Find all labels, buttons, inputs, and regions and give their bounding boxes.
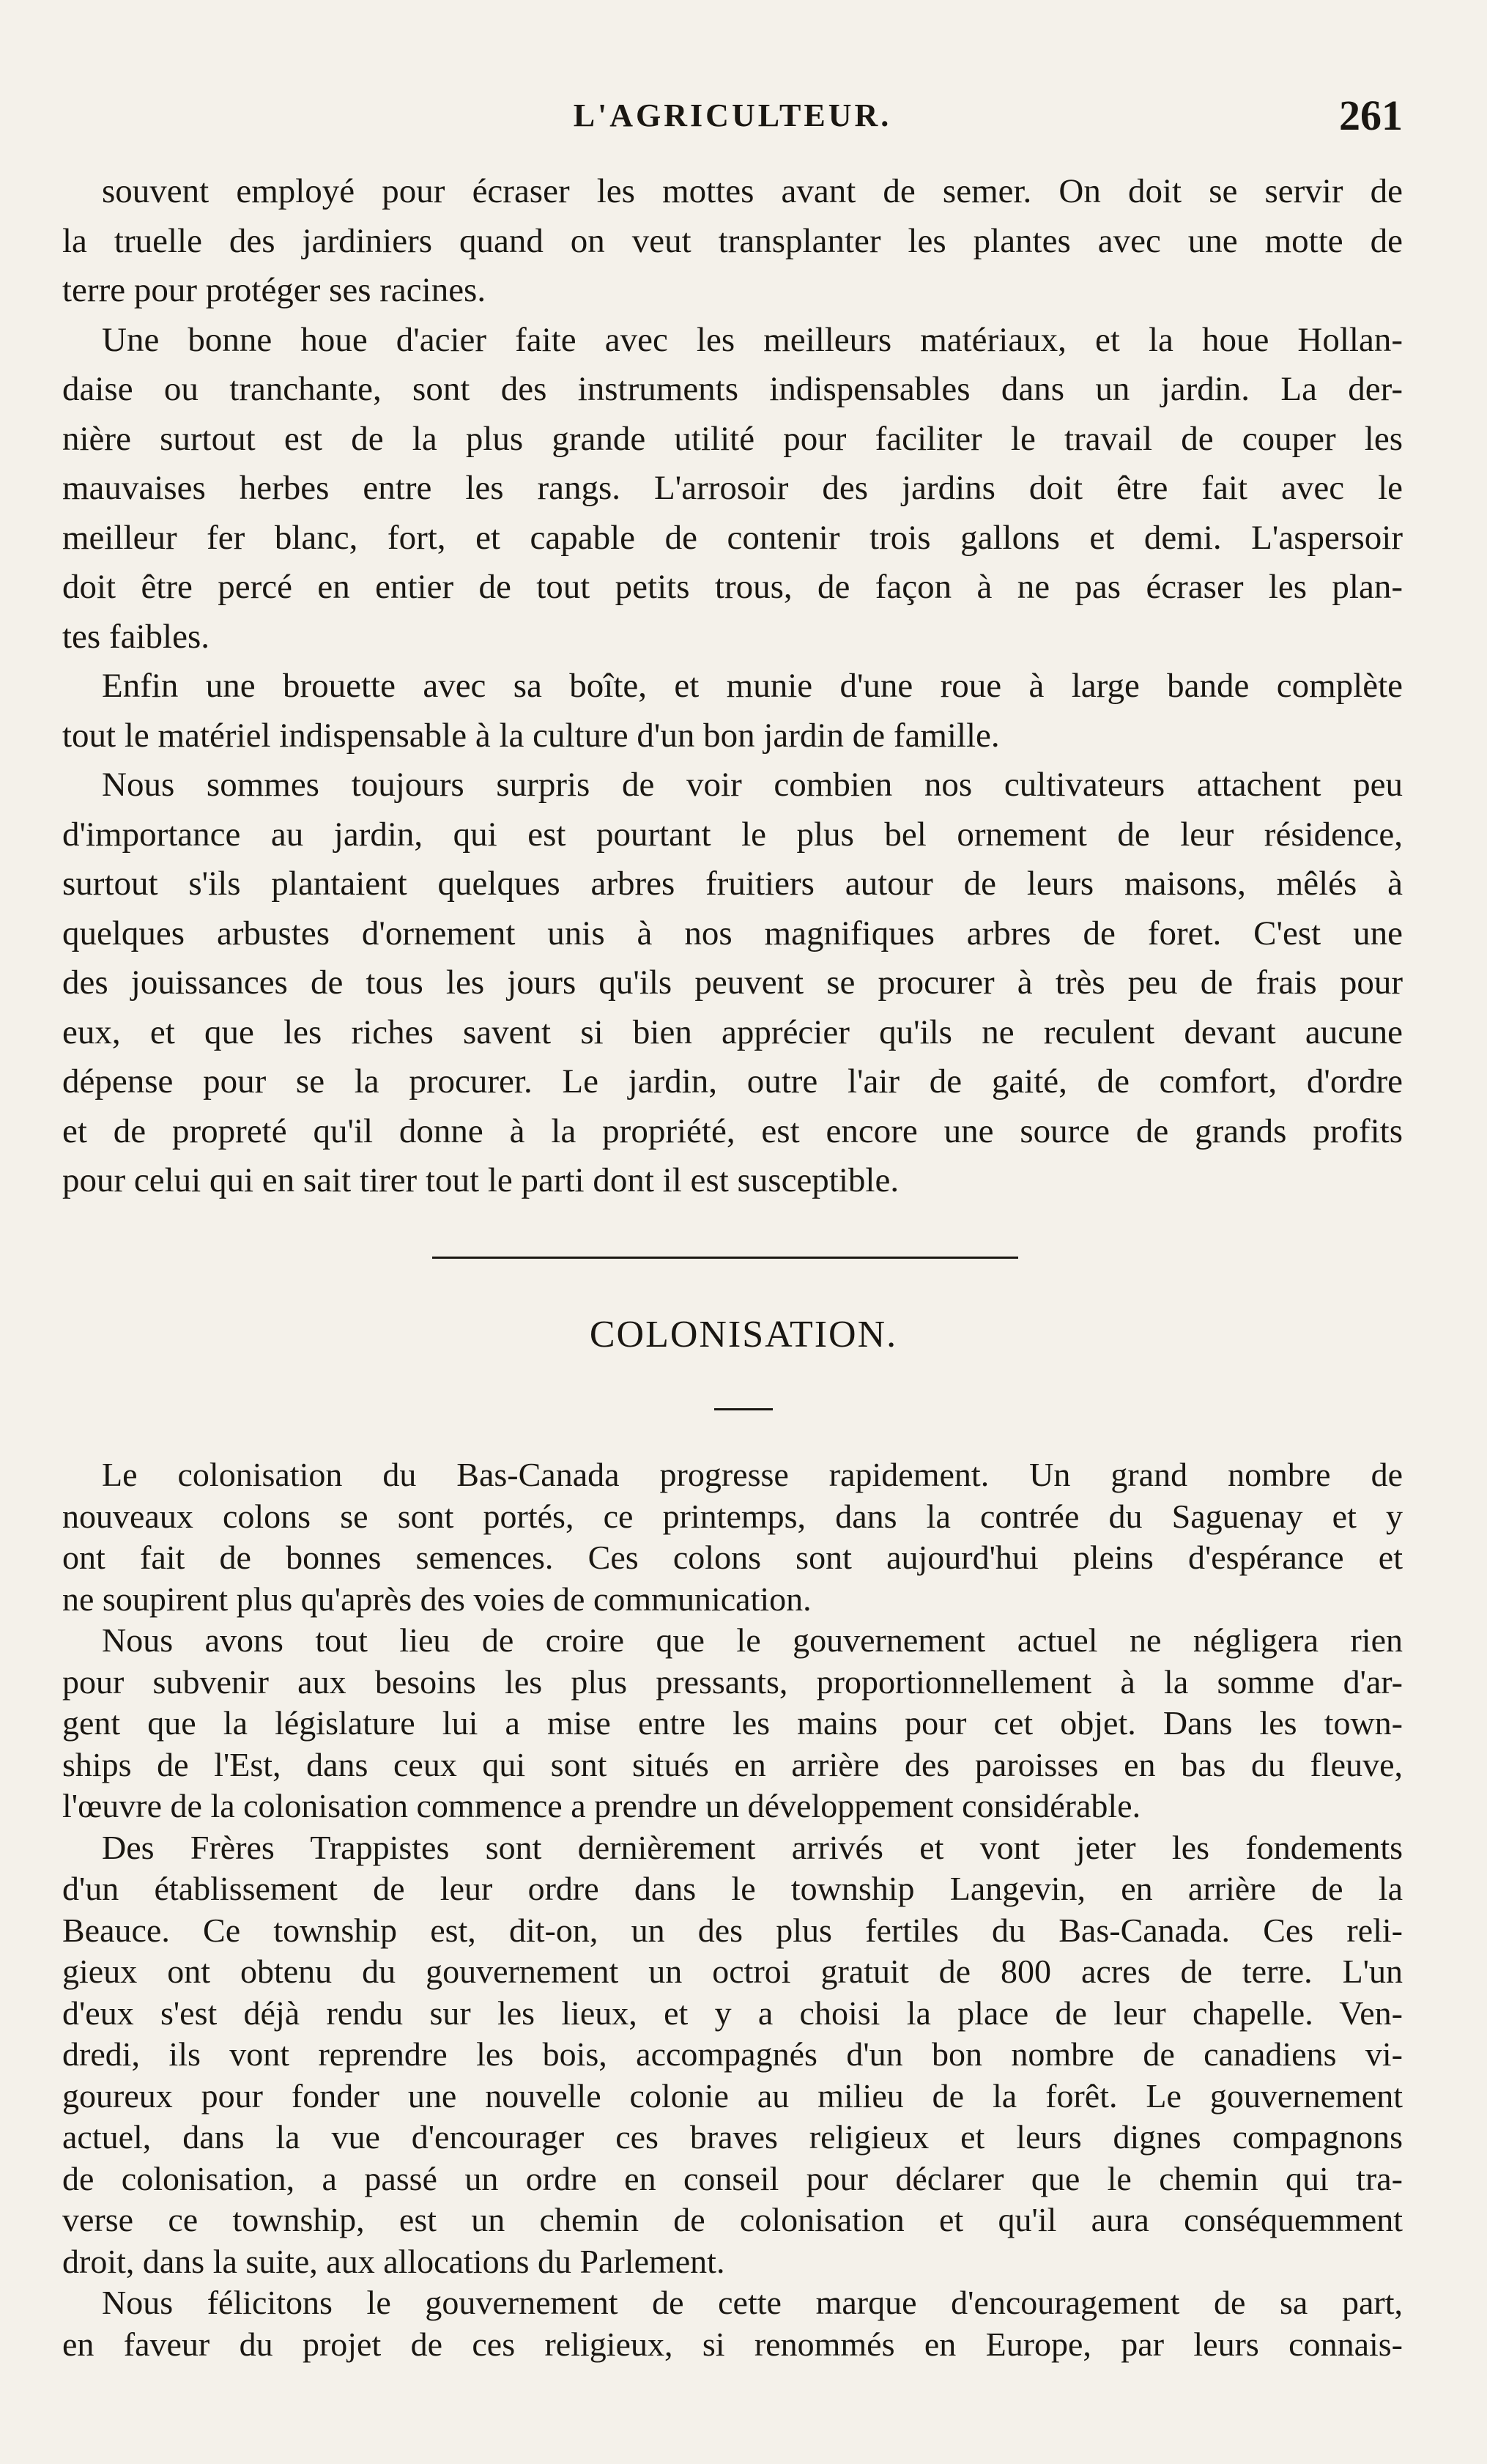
text-line: doit être percé en entier de tout petits trous, de façon à ne pas écraser les plan-	[62, 568, 1403, 606]
text-line: l'œuvre de la colonisation commence a prendre un développement considérable.	[62, 1787, 1141, 1824]
text-line: gieux ont obtenu du gouvernement un octroi gratuit de 800 acres de terre. L'un	[62, 1953, 1403, 1990]
text-line: en faveur du projet de ces religieux, si renommés en Europe, par leurs connais-	[62, 2325, 1403, 2363]
text-line: Des Frères Trappistes sont dernièrement arrivés et vont jeter les fondements	[102, 1828, 1403, 1866]
text-line: droit, dans la suite, aux allocations du Parlement.	[62, 2242, 725, 2280]
section-divider	[432, 1257, 1018, 1259]
text-line: Nous sommes toujours surpris de voir combien nos cultivateurs attachent peu	[102, 766, 1403, 804]
text-line: mauvaises herbes entre les rangs. L'arrosoir des jardins doit être fait avec le	[62, 469, 1403, 507]
text-line: des jouissances de tous les jours qu'ils peuvent se procurer à très peu de frais pour	[62, 963, 1403, 1002]
running-title: L'AGRICULTEUR.	[573, 97, 892, 133]
text-line: Une bonne houe d'acier faite avec les meilleurs matériaux, et la houe Hollan-	[102, 320, 1403, 359]
text-line: d'eux s'est déjà rendu sur les lieux, et y a choisi la place de leur chapelle. Ven-	[62, 1994, 1403, 2032]
text-line: ships de l'Est, dans ceux qui sont situés en arrière des paroisses en bas du fleuve,	[62, 1745, 1403, 1783]
text-line: tes faibles.	[62, 617, 209, 656]
text-line: dépense pour se la procurer. Le jardin, outre l'air de gaité, de comfort, d'ordre	[62, 1062, 1403, 1100]
text-line: eux, et que les riches savent si bien apprécier qu'ils ne reculent devant aucune	[62, 1013, 1403, 1051]
text-line: nouveaux colons se sont portés, ce printemps, dans la contrée du Saguenay et y	[62, 1497, 1403, 1535]
text-line: pour subvenir aux besoins les plus pressants, proportionnellement à la somme d'ar-	[62, 1662, 1403, 1701]
page-header	[62, 92, 1403, 141]
text-line: pour celui qui en sait tirer tout le parti dont il est susceptible.	[62, 1161, 900, 1199]
text-line: d'importance au jardin, qui est pourtant le plus bel ornement de leur résidence,	[62, 815, 1403, 854]
text-line: nière surtout est de la plus grande utilité pour faciliter le travail de couper les	[62, 419, 1403, 458]
text-line: goureux pour fonder une nouvelle colonie au milieu de la forêt. Le gouvernement	[62, 2076, 1403, 2115]
section-title: COLONISATION.	[589, 1314, 898, 1355]
paragraph	[62, 316, 1403, 662]
paragraph	[62, 2282, 1403, 2365]
text-line: dredi, ils vont reprendre les bois, accompagnés d'un bon nombre de canadiens vi-	[62, 2035, 1403, 2073]
text-line: Le colonisation du Bas-Canada progresse rapidement. Un grand nombre de	[102, 1456, 1403, 1493]
paragraph	[62, 662, 1403, 761]
text-line: Nous avons tout lieu de croire que le gouvernement actuel ne négligera rien	[102, 1621, 1403, 1659]
text-line: gent que la législature lui a mise entre les mains pour cet objet. Dans les town-	[62, 1704, 1403, 1742]
text-line: Enfin une brouette avec sa boîte, et munie d'une roue à large bande complète	[102, 667, 1403, 705]
text-line: ne soupirent plus qu'après des voies de communication.	[62, 1580, 812, 1618]
title-dash	[714, 1408, 773, 1410]
text-line: terre pour protéger ses racines.	[62, 271, 486, 309]
text-line: tout le matériel indispensable à la culture d'un bon jardin de famille.	[62, 716, 1000, 755]
colonisation-text-block	[62, 1454, 1403, 2365]
text-line: daise ou tranchante, sont des instruments indispensables dans un jardin. La der-	[62, 370, 1403, 408]
gardening-text-block	[62, 167, 1403, 1206]
text-line: ont fait de bonnes semences. Ces colons sont aujourd'hui pleins d'espérance et	[62, 1539, 1403, 1576]
text-line: d'un établissement de leur ordre dans le township Langevin, en arrière de la	[62, 1870, 1403, 1907]
paragraph	[62, 1827, 1403, 2283]
paragraph	[62, 1454, 1403, 1620]
text-line: Beauce. Ce township est, dit-on, un des plus fertiles du Bas-Canada. Ces reli-	[62, 1911, 1403, 1949]
text-line: surtout s'ils plantaient quelques arbres fruitiers autour de leurs maisons, mêlés à	[62, 865, 1403, 903]
text-line: et de propreté qu'il donne à la propriété, est encore une source de grands profits	[62, 1111, 1403, 1150]
paragraph	[62, 1620, 1403, 1827]
page-number: 261	[1339, 92, 1403, 139]
text-line: quelques arbustes d'ornement unis à nos magnifiques arbres de foret. C'est une	[62, 914, 1403, 952]
text-line: souvent employé pour écraser les mottes avant de semer. On doit se servir de	[102, 172, 1403, 210]
text-line: meilleur fer blanc, fort, et capable de contenir trois gallons et demi. L'aspersoir	[62, 518, 1403, 557]
text-line: verse ce township, est un chemin de colonisation et qu'il aura conséquemment	[62, 2201, 1403, 2238]
text-line: la truelle des jardiniers quand on veut transplanter les plantes avec une motte de	[62, 221, 1403, 260]
paragraph	[62, 167, 1403, 316]
text-line: actuel, dans la vue d'encourager ces braves religieux et leurs dignes compagnons	[62, 2118, 1403, 2156]
text-line: de colonisation, a passé un ordre en conseil pour déclarer que le chemin qui tra-	[62, 2159, 1403, 2197]
text-line: Nous félicitons le gouvernement de cette marque d'encouragement de sa part,	[102, 2284, 1403, 2321]
paragraph	[62, 761, 1403, 1206]
